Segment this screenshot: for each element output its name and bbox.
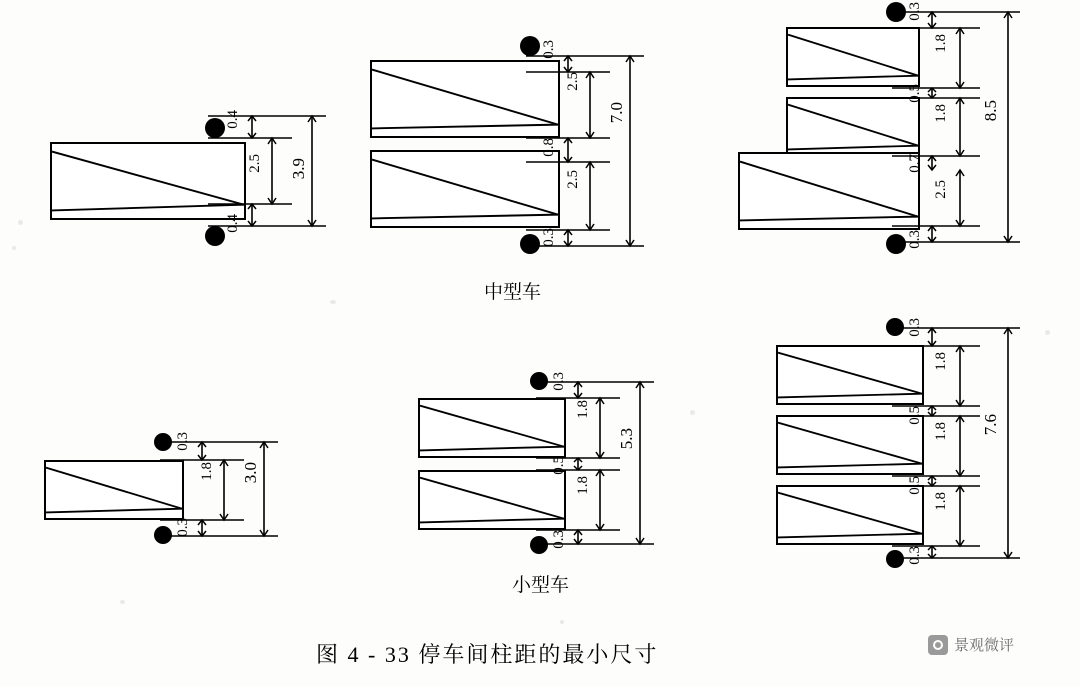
watermark-logo-icon <box>928 635 948 655</box>
group-small-1-bay <box>44 432 344 560</box>
paper-speckle <box>120 600 125 604</box>
dimension-label: 0.3 <box>551 372 567 391</box>
dimension-lines <box>528 374 668 559</box>
dimension-label: 0.4 <box>225 110 241 129</box>
dimension-label: 0.3 <box>551 530 567 549</box>
group-medium-1-bay <box>50 110 350 260</box>
dimension-label: 2.5 <box>565 170 581 189</box>
dimension-label: 0.5 <box>907 84 923 103</box>
dimension-label: 2.5 <box>933 180 949 199</box>
dimension-label: 0.3 <box>175 432 191 451</box>
dimension-label: 0.5 <box>551 456 567 475</box>
dimension-label: 2.5 <box>247 154 263 173</box>
dimension-lines <box>884 6 1034 256</box>
paper-speckle <box>18 220 23 225</box>
dimension-total-label: 7.0 <box>607 102 626 124</box>
dimension-label: 0.7 <box>907 154 923 173</box>
paper-speckle <box>560 620 564 624</box>
dimension-total-label: 7.6 <box>981 414 1000 436</box>
dimension-lines <box>152 436 292 551</box>
dimension-label: 1.8 <box>933 422 949 441</box>
dimension-label: 0.3 <box>175 518 191 537</box>
dimension-label: 0.3 <box>907 318 923 337</box>
dimension-label: 2.5 <box>565 72 581 91</box>
dimension-total-label: 3.0 <box>241 462 260 484</box>
figure-caption: 图 4 - 33 停车间柱距的最小尺寸 <box>316 642 659 667</box>
dimension-total-label: 5.3 <box>617 428 636 450</box>
dimension-lines <box>518 42 658 262</box>
dimension-total-label: 8.5 <box>981 100 1000 122</box>
dimension-label: 1.8 <box>575 400 591 419</box>
dimension-label: 1.8 <box>933 352 949 371</box>
dimension-label: 0.8 <box>541 138 557 157</box>
dimension-label: 1.8 <box>933 104 949 123</box>
dimension-label: 1.8 <box>933 492 949 511</box>
group-small-2-bay <box>418 372 718 570</box>
dimension-label: 1.8 <box>575 476 591 495</box>
paper-speckle <box>12 246 16 250</box>
dimension-label: 0.4 <box>225 214 241 233</box>
dimension-label: 0.3 <box>907 546 923 565</box>
dimension-lines <box>200 112 340 242</box>
dimension-label: 0.5 <box>907 476 923 495</box>
dimension-label: 1.8 <box>199 462 215 481</box>
dimension-label: 1.8 <box>933 34 949 53</box>
dimension-label: 0.3 <box>907 230 923 249</box>
group-small-3-bay <box>776 318 1076 565</box>
dimension-label: 0.3 <box>907 2 923 21</box>
dimension-lines <box>884 320 1034 570</box>
group-medium-2-bay <box>370 40 700 265</box>
dimension-total-label: 3.9 <box>289 158 308 180</box>
paper-speckle <box>330 300 336 304</box>
watermark <box>928 634 1014 655</box>
sub-caption-medium: 中型车 <box>484 282 542 303</box>
dimension-label: 0.5 <box>907 406 923 425</box>
dimension-label: 0.3 <box>541 228 557 247</box>
watermark-label: 景观微评 <box>954 637 1015 654</box>
group-medium-3-bay <box>786 2 1080 264</box>
sub-caption-small: 小型车 <box>512 575 570 596</box>
dimension-label: 0.3 <box>541 40 557 59</box>
